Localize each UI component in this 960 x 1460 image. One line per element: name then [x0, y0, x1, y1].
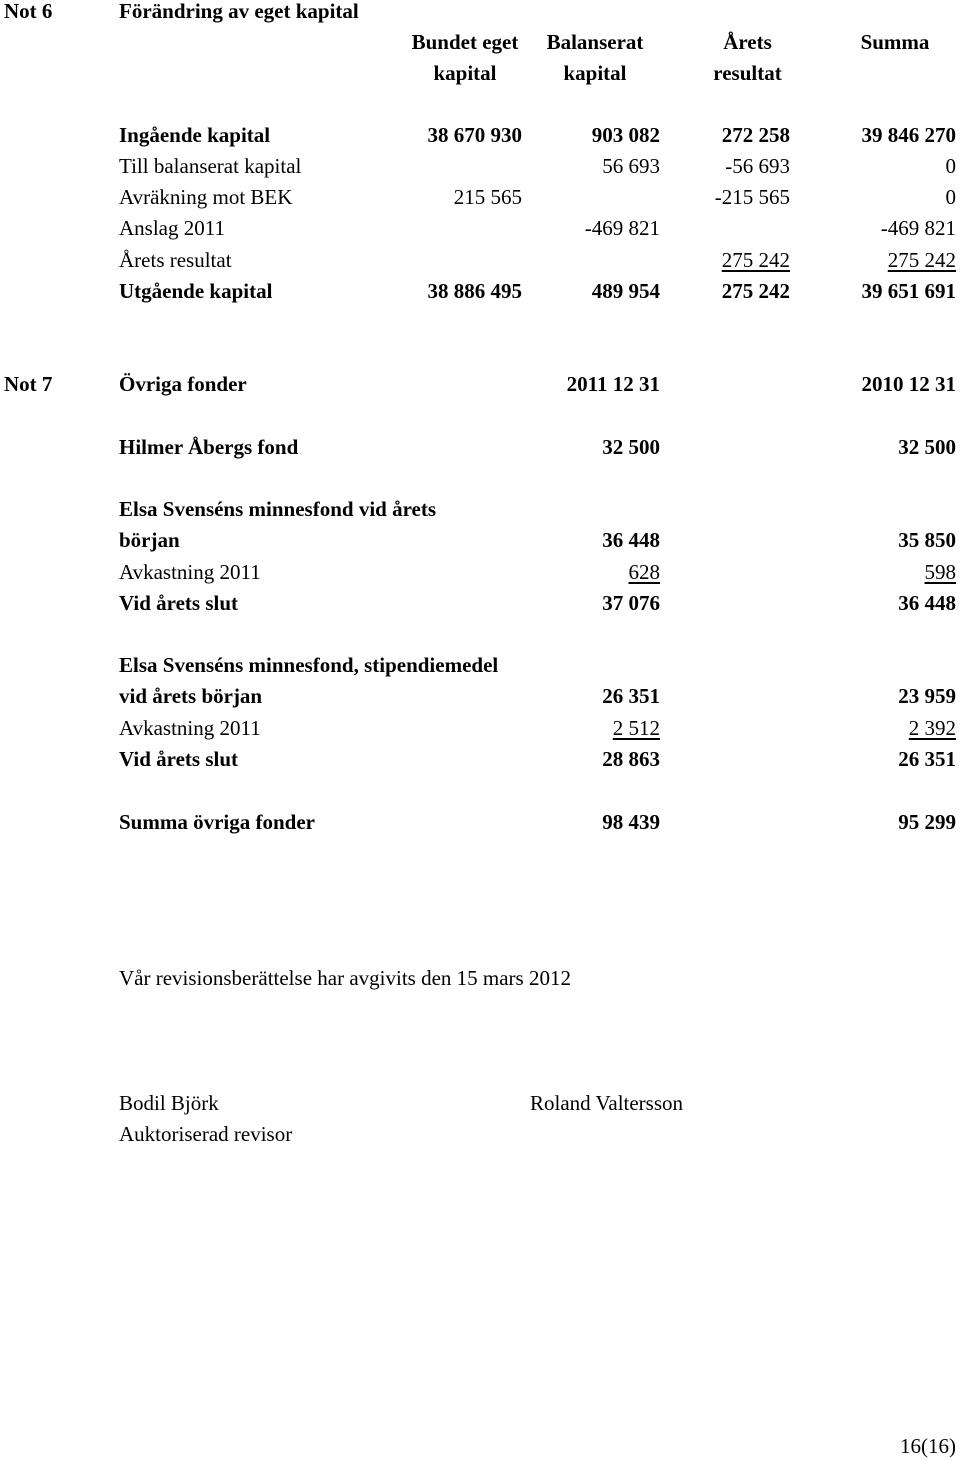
row-utgaende-summa: 39 651 691 [861, 279, 956, 303]
row-till-balanserat-balanserat: 56 693 [602, 154, 660, 178]
elsa1-end-2011: 37 076 [602, 591, 660, 615]
note7-col-2010: 2010 12 31 [861, 372, 956, 396]
row-ingaende-label: Ingående kapital [119, 123, 271, 147]
elsa1-end-label: Vid årets slut [119, 591, 239, 615]
elsa2-yield-label: Avkastning 2011 [119, 716, 261, 740]
auditor1-name: Bodil Björk [119, 1091, 219, 1115]
elsa2-end-2011: 28 863 [602, 747, 660, 771]
header-balanserat-line2: kapital [563, 61, 627, 85]
elsa2-start-2011: 26 351 [602, 684, 660, 708]
note6-title: Förändring av eget kapital [119, 0, 359, 23]
row-anslag-label: Anslag 2011 [119, 216, 225, 240]
row-anslag-balanserat: -469 821 [584, 216, 660, 240]
hilmer-2010: 32 500 [898, 435, 956, 459]
total-2010: 95 299 [898, 810, 956, 834]
header-balanserat-line1: Balanserat [546, 30, 644, 54]
total-2011: 98 439 [602, 810, 660, 834]
row-avrakning-summa: 0 [945, 185, 956, 209]
note7-title: Övriga fonder [119, 372, 247, 396]
auditor2-name: Roland Valtersson [530, 1091, 684, 1115]
row-till-balanserat-label: Till balanserat kapital [119, 154, 302, 178]
row-utgaende-bundet: 38 886 495 [427, 279, 522, 303]
header-summa: Summa [860, 30, 930, 54]
row-avrakning-label: Avräkning mot BEK [119, 185, 293, 209]
row-ingaende-summa: 39 846 270 [861, 123, 956, 147]
row-ingaende-balanserat: 903 082 [591, 123, 660, 147]
header-bundet-line1: Bundet eget [411, 30, 519, 54]
row-arets-resultat-arets: 275 242 [721, 248, 790, 272]
note7-label: Not 7 [4, 372, 53, 396]
elsa2-yield-2010: 2 392 [908, 716, 956, 740]
elsa1-start-label: början [119, 528, 180, 552]
row-arets-resultat-label: Årets resultat [119, 248, 232, 272]
hilmer-label: Hilmer Åbergs fond [119, 435, 299, 459]
row-ingaende-arets: 272 258 [721, 123, 790, 147]
elsa1-end-2010: 36 448 [898, 591, 956, 615]
audit-statement: Vår revisionsberättelse har avgivits den 15 mars 2012 [119, 966, 571, 990]
elsa2-yield-2011: 2 512 [612, 716, 660, 740]
elsa1-start-2010: 35 850 [898, 528, 956, 552]
page-number: 16(16) [900, 1434, 956, 1458]
note7-col-2011: 2011 12 31 [566, 372, 660, 396]
elsa2-start-2010: 23 959 [898, 684, 956, 708]
elsa1-start-2011: 36 448 [602, 528, 660, 552]
header-arets-line2: resultat [713, 61, 782, 85]
elsa1-yield-label: Avkastning 2011 [119, 560, 261, 584]
elsa2-end-2010: 26 351 [898, 747, 956, 771]
header-arets-line1: Årets [723, 30, 772, 54]
elsa1-yield-2010: 598 [924, 560, 956, 584]
elsa1-yield-2011: 628 [628, 560, 660, 584]
row-till-balanserat-summa: 0 [945, 154, 956, 178]
row-utgaende-arets: 275 242 [721, 279, 790, 303]
total-label: Summa övriga fonder [119, 810, 315, 834]
row-ingaende-bundet: 38 670 930 [427, 123, 522, 147]
row-avrakning-arets: -215 565 [714, 185, 790, 209]
row-avrakning-bundet: 215 565 [453, 185, 522, 209]
hilmer-2011: 32 500 [602, 435, 660, 459]
row-arets-resultat-summa: 275 242 [887, 248, 956, 272]
row-utgaende-label: Utgående kapital [119, 279, 273, 303]
row-anslag-summa: -469 821 [880, 216, 956, 240]
elsa2-start-label: vid årets början [119, 684, 263, 708]
note6-label: Not 6 [4, 0, 53, 23]
elsa1-heading: Elsa Svenséns minnesfond vid årets [119, 497, 437, 521]
elsa2-heading: Elsa Svenséns minnesfond, stipendiemedel [119, 653, 499, 677]
header-bundet-line2: kapital [433, 61, 497, 85]
auditor1-title: Auktoriserad revisor [119, 1122, 293, 1146]
elsa2-end-label: Vid årets slut [119, 747, 239, 771]
row-utgaende-balanserat: 489 954 [591, 279, 660, 303]
row-till-balanserat-arets: -56 693 [725, 154, 790, 178]
